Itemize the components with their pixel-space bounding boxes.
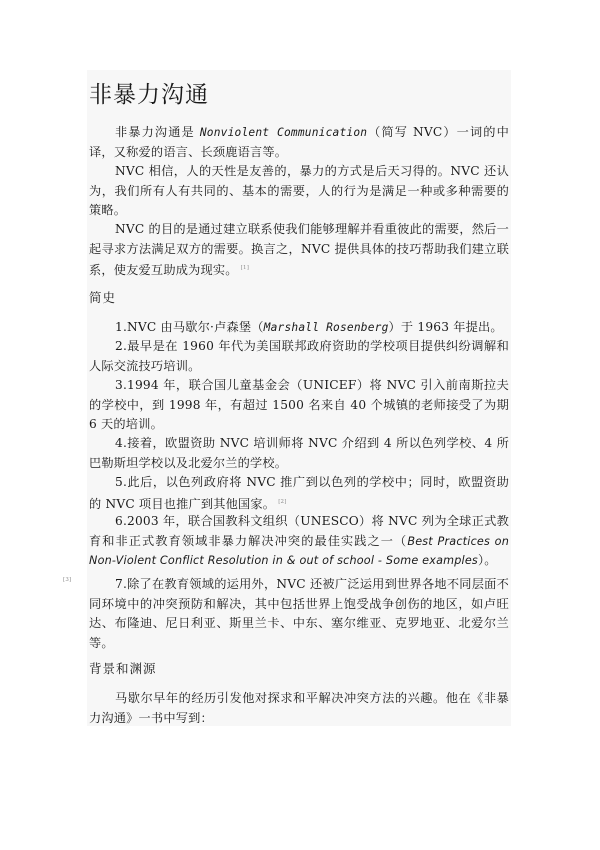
history-heading: 简史 — [89, 290, 117, 305]
page-title: 非暴力沟通 — [89, 82, 209, 108]
intro-paragraph-2: NVC 相信，人的天性是友善的，暴力的方式是后天习得的。NVC 还认为，我们所有人有共同的、基本的需要，人的行为是满足一种或多种需要的策略。 — [89, 164, 509, 217]
citation-ref[interactable]: [2] — [278, 498, 287, 505]
intro-paragraph-3: NVC 的目的是通过建立联系使我们能够理解并看重彼此的需要，然后一起寻求方法满足双方的需要。换言之，NVC 提供具体的技巧帮助我们建立联系，使友爱互助成为现实。 [1] — [89, 222, 509, 277]
intro-paragraph-1: 非暴力沟通是 Nonviolent Communication（简写 NVC）一词的中译，又称爱的语言、长颈鹿语言等。 — [89, 125, 509, 159]
background-paragraph-1: 马歇尔早年的经历引发他对探求和平解决冲突方法的兴趣。他在《非暴力沟通》一书中写到： — [89, 691, 509, 725]
history-item-4: 4.接着，欧盟资助 NVC 培训师将 NVC 介绍到 4 所以色列学校、4 所巴勒斯坦学校以及北爱尔兰的学校。 — [89, 436, 509, 470]
history-item-7: 7.除了在教育领域的运用外，NVC 还被广泛运用到世界各地不同层面不同环境中的冲突预防和解决，其中包括世界上饱受战争创伤的地区，如卢旺达、布隆迪、尼日利亚、斯里兰卡、中东、塞尔维亚、克罗地亚、北爱尔兰等。 — [89, 577, 509, 650]
history-item-5: 5.此后，以色列政府将 NVC 推广到以色列的学校中；同时，欧盟资助的 NVC 项目也推广到其他国家。 [2] — [89, 475, 509, 511]
history-item-1: 1.NVC 由马歇尔·卢森堡（Marshall Rosenberg）于 1963 年提出。 — [115, 320, 503, 334]
history-item-2: 2.最早是在 1960 年代为美国联邦政府资助的学校项目提供纠纷调解和人际交流技巧培训。 — [89, 339, 509, 373]
background-heading: 背景和渊源 — [89, 661, 157, 676]
history-item-3: 3.1994 年，联合国儿童基金会（UNICEF）将 NVC 引入前南斯拉夫的学校中，到 1998 年，有超过 1500 名来自 40 个城镇的老师接受了为期 6 天的培训。 — [89, 378, 509, 431]
history-item-6: 6.2003 年，联合国教科文组织（UNESCO）将 NVC 列为全球正式教育和非正式教育领域非暴力解决冲突的最佳实践之一（Best Practices on Non-Violent Conflict Resolution in & out of school - Some examples）。 [3] — [63, 514, 509, 583]
citation-ref[interactable]: [3] — [63, 576, 72, 583]
citation-ref[interactable]: [1] — [240, 265, 250, 271]
